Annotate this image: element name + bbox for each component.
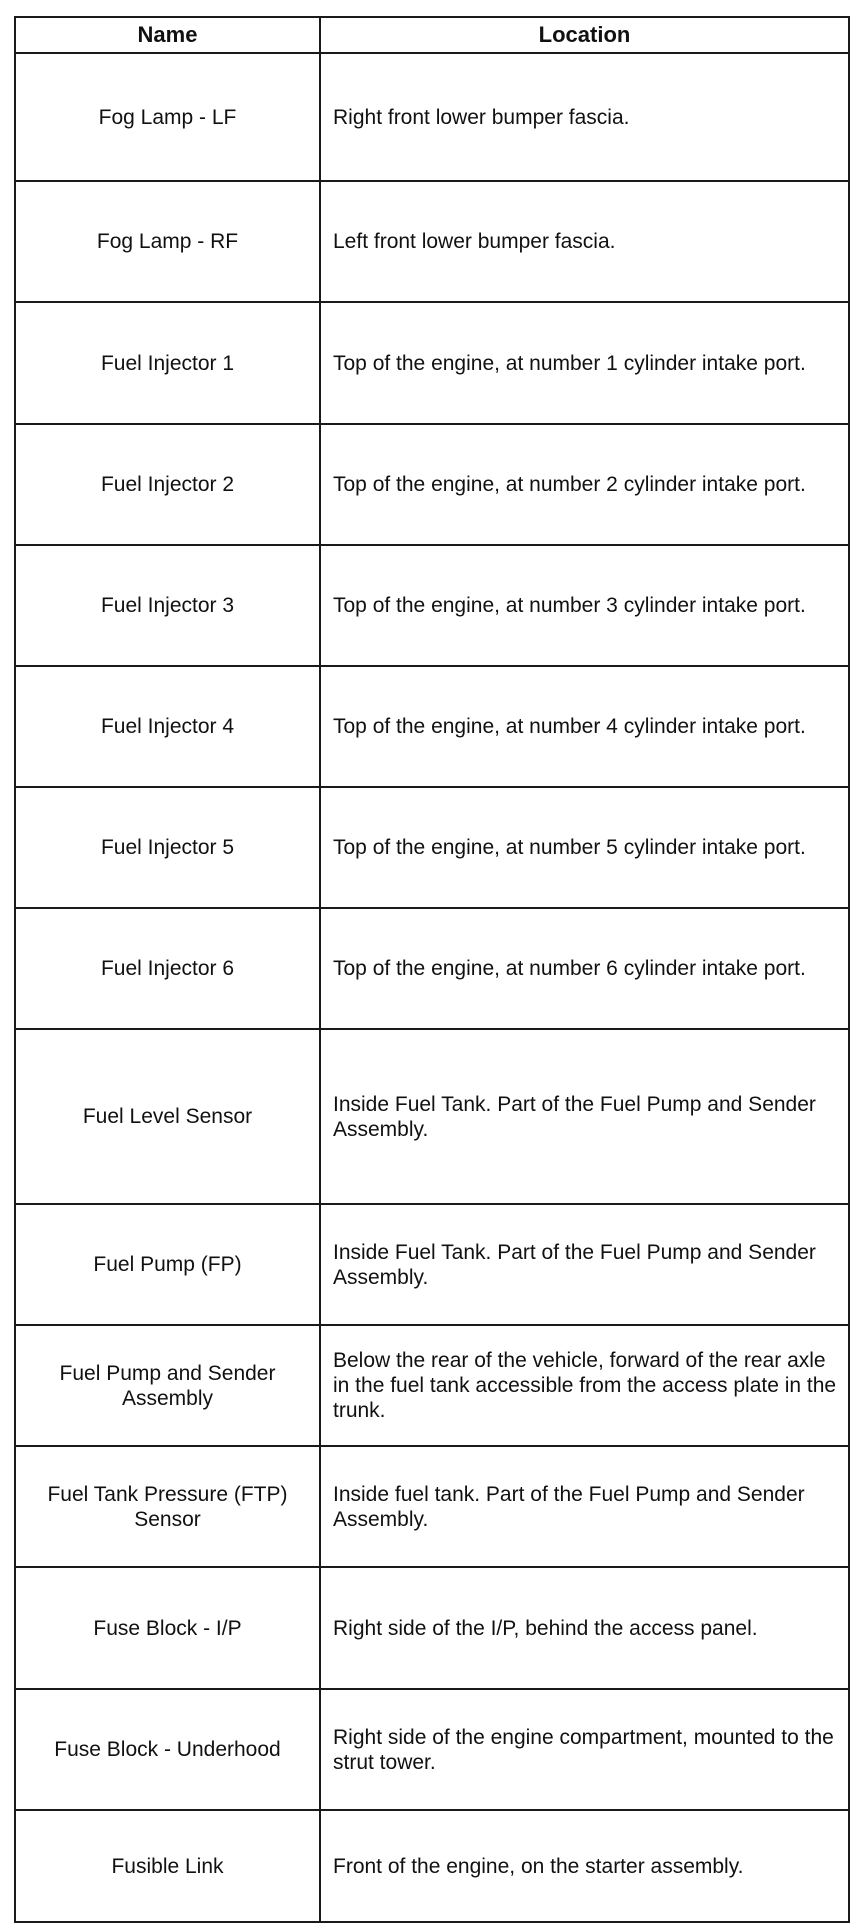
table-row bbox=[15, 1029, 849, 1204]
table-row bbox=[15, 1325, 849, 1446]
component-location-cell: Front of the engine, on the starter assembly. bbox=[320, 1810, 849, 1922]
table-row bbox=[15, 1689, 849, 1810]
component-location-cell: Left front lower bumper fascia. bbox=[320, 181, 849, 302]
component-name-cell: Fusible Link bbox=[15, 1810, 320, 1922]
component-name-cell: Fuel Injector 6 bbox=[15, 908, 320, 1029]
table-row bbox=[15, 1204, 849, 1325]
component-name-cell: Fuel Pump (FP) bbox=[15, 1204, 320, 1325]
component-name-cell: Fog Lamp - LF bbox=[15, 53, 320, 181]
table-row bbox=[15, 1446, 849, 1567]
table-row bbox=[15, 1567, 849, 1689]
component-location-table bbox=[14, 16, 850, 1923]
component-location-cell: Inside fuel tank. Part of the Fuel Pump and Sender Assembly. bbox=[320, 1446, 849, 1567]
component-location-cell: Below the rear of the vehicle, forward of the rear axle in the fuel tank accessible from the access plate in the trunk. bbox=[320, 1325, 849, 1446]
component-name-cell: Fuel Injector 1 bbox=[15, 302, 320, 424]
component-location-cell: Top of the engine, at number 5 cylinder intake port. bbox=[320, 787, 849, 908]
component-name-cell: Fuse Block - I/P bbox=[15, 1567, 320, 1689]
component-location-cell: Right side of the engine compartment, mounted to the strut tower. bbox=[320, 1689, 849, 1810]
component-name-cell: Fog Lamp - RF bbox=[15, 181, 320, 302]
component-location-cell: Top of the engine, at number 6 cylinder intake port. bbox=[320, 908, 849, 1029]
component-location-cell: Inside Fuel Tank. Part of the Fuel Pump and Sender Assembly. bbox=[320, 1029, 849, 1204]
component-name-cell: Fuel Pump and Sender Assembly bbox=[15, 1325, 320, 1446]
component-name-cell: Fuel Tank Pressure (FTP) Sensor bbox=[15, 1446, 320, 1567]
table-row bbox=[15, 1810, 849, 1922]
table-row bbox=[15, 181, 849, 302]
component-name-cell: Fuel Injector 2 bbox=[15, 424, 320, 545]
component-name-cell: Fuel Level Sensor bbox=[15, 1029, 320, 1204]
component-location-cell: Right side of the I/P, behind the access panel. bbox=[320, 1567, 849, 1689]
component-location-cell: Right front lower bumper fascia. bbox=[320, 53, 849, 181]
table-row bbox=[15, 545, 849, 666]
component-name-cell: Fuel Injector 5 bbox=[15, 787, 320, 908]
component-location-cell: Inside Fuel Tank. Part of the Fuel Pump and Sender Assembly. bbox=[320, 1204, 849, 1325]
table-header-row bbox=[15, 17, 849, 53]
column-header-location: Location bbox=[320, 17, 849, 53]
table-row bbox=[15, 787, 849, 908]
component-location-cell: Top of the engine, at number 2 cylinder intake port. bbox=[320, 424, 849, 545]
table-row bbox=[15, 424, 849, 545]
table-row bbox=[15, 666, 849, 787]
component-name-cell: Fuel Injector 4 bbox=[15, 666, 320, 787]
column-header-name: Name bbox=[15, 17, 320, 53]
component-location-cell: Top of the engine, at number 1 cylinder intake port. bbox=[320, 302, 849, 424]
table-row bbox=[15, 302, 849, 424]
component-location-cell: Top of the engine, at number 3 cylinder intake port. bbox=[320, 545, 849, 666]
component-location-cell: Top of the engine, at number 4 cylinder intake port. bbox=[320, 666, 849, 787]
component-name-cell: Fuel Injector 3 bbox=[15, 545, 320, 666]
table-row bbox=[15, 908, 849, 1029]
table-row bbox=[15, 53, 849, 181]
component-name-cell: Fuse Block - Underhood bbox=[15, 1689, 320, 1810]
